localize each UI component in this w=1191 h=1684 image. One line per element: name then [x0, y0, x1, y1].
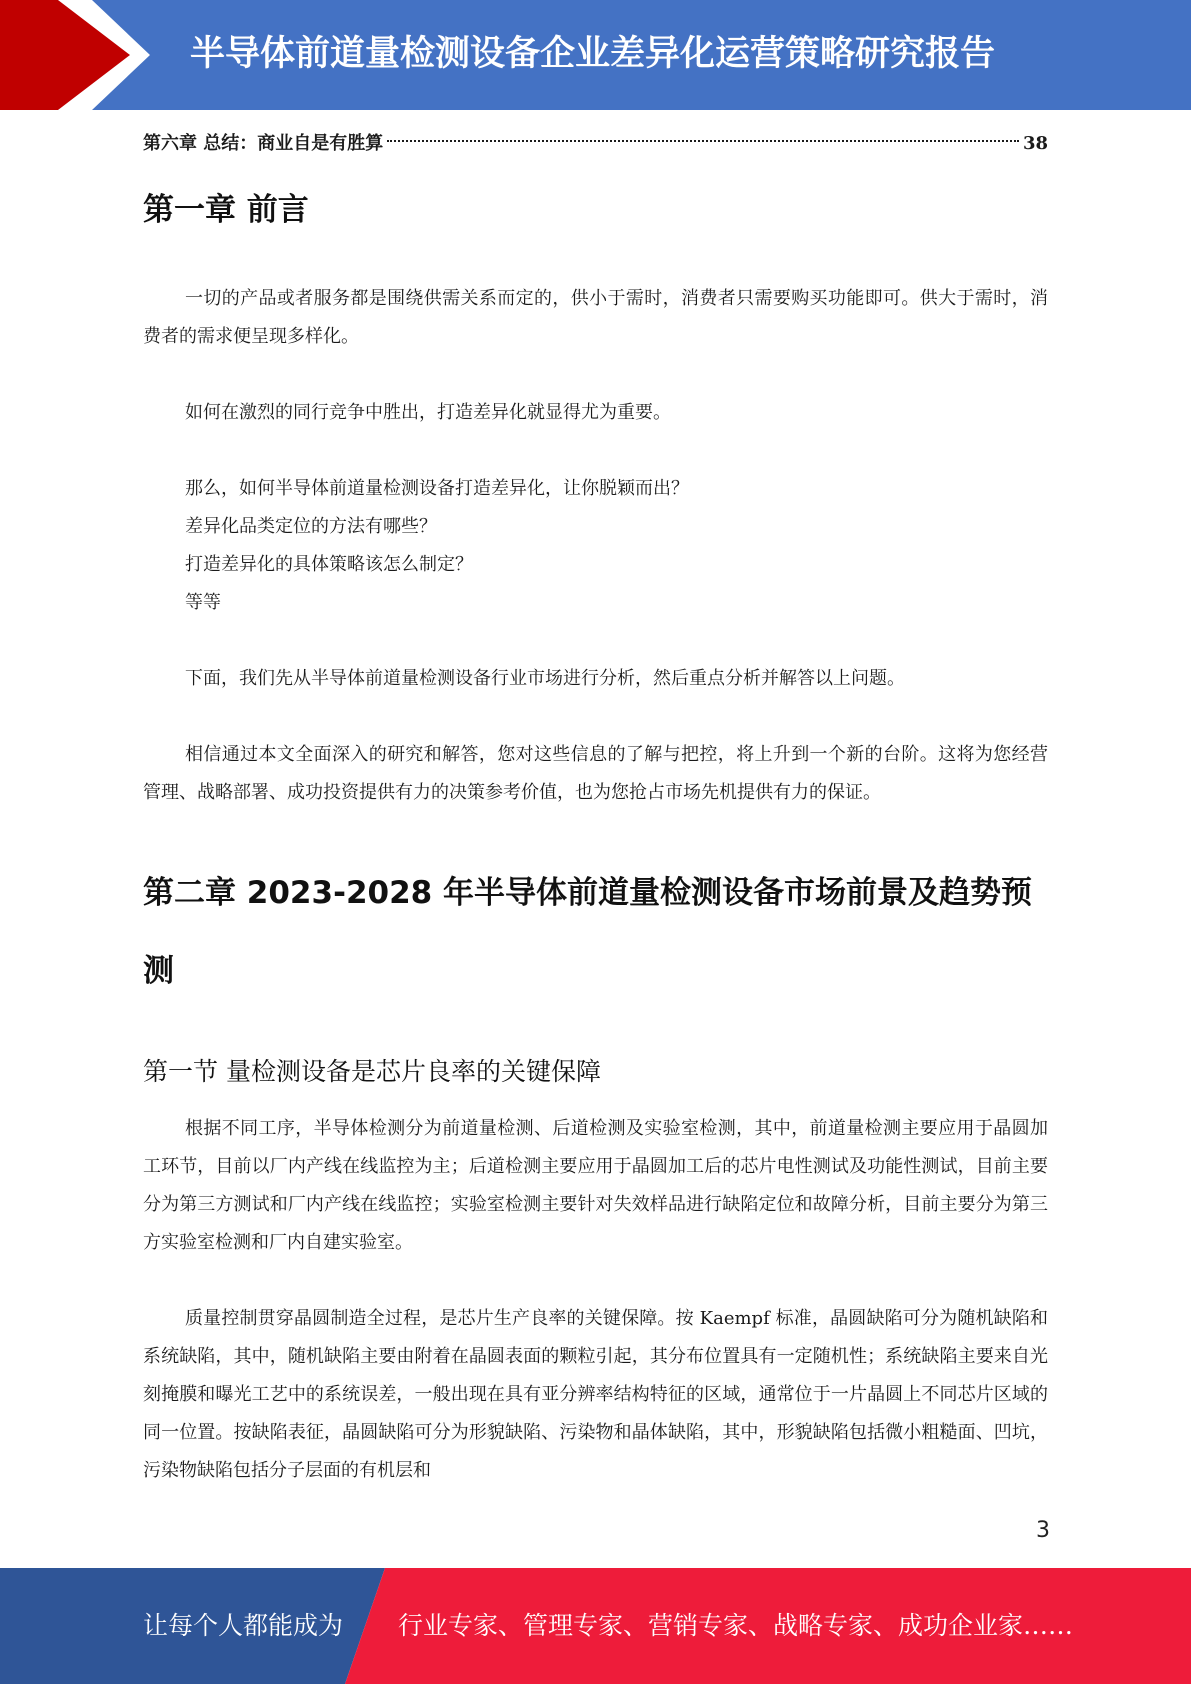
- chapter1-question-3: 打造差异化的具体策略该怎么制定？: [185, 554, 473, 575]
- section1-heading: 第一节 量检测设备是芯片良率的关键保障: [143, 1057, 601, 1086]
- toc-leader-dots: [387, 140, 1019, 142]
- chapter1-paragraph-4: 相信通过本文全面深入的研究和解答，您对这些信息的了解与把控，将上升到一个新的台阶。这将为您经营管理、战略部署、成功投资提供有力的决策参考价值，也为您抢占市场先机提供有力的保证。: [143, 744, 1048, 803]
- section1-paragraph-2: 质量控制贯穿晶圆制造全过程，是芯片生产良率的关键保障。按 Kaempf 标准，晶圆缺陷可分为随机缺陷和系统缺陷，其中，随机缺陷主要由附着在晶圆表面的颗粒引起，其分布位置具有一定随机性；系统缺陷主要来自光刻掩膜和曝光工艺中的系统误差，一般出现在具有亚分辨率结构特征的区域，通常位于一片晶圆上不同芯片区域的同一位置。按缺陷表征，晶圆缺陷可分为形貌缺陷、污染物和晶体缺陷，其中，形貌缺陷包括微小粗糙面、凹坑，污染物缺陷包括分子层面的有机层和: [143, 1308, 1048, 1481]
- chapter1-question-1: 那么，如何半导体前道量检测设备打造差异化，让你脱颖而出？: [185, 478, 689, 499]
- chapter1-question-2: 差异化品类定位的方法有哪些？: [185, 516, 437, 537]
- toc-entry[interactable]: [143, 120, 1048, 168]
- section1-paragraph-1: 根据不同工序，半导体检测分为前道量检测、后道检测及实验室检测，其中，前道量检测主要应用于晶圆加工环节，目前以厂内产线在线监控为主；后道检测主要应用于晶圆加工后的芯片电性测试及功能性测试，目前主要分为第三方测试和厂内产线在线监控；实验室检测主要针对失效样品进行缺陷定位和故障分析，目前主要分为第三方实验室检测和厂内自建实验室。: [143, 1118, 1048, 1253]
- chapter1-paragraph-2: 如何在激烈的同行竞争中胜出，打造差异化就显得尤为重要。: [185, 402, 671, 423]
- report-title: 半导体前道量检测设备企业差异化运营策略研究报告: [190, 34, 996, 74]
- page-number: 3: [1036, 1518, 1050, 1543]
- chapter2-heading: 第二章 2023-2028 年半导体前道量检测设备市场前景及趋势预测: [143, 875, 1033, 989]
- chapter1-paragraph-1: 一切的产品或者服务都是围绕供需关系而定的，供小于需时，消费者只需要购买功能即可。供大于需时，消费者的需求便呈现多样化。: [143, 288, 1048, 347]
- toc-entry-label: 第六章 总结：商业自是有胜算: [143, 133, 384, 154]
- page-content: [143, 120, 1048, 1490]
- chapter1-heading: 第一章 前言: [143, 192, 309, 228]
- page-footer: [0, 1568, 1191, 1684]
- footer-slogan-right: 行业专家、管理专家、营销专家、战略专家、成功企业家……: [398, 1611, 1074, 1640]
- toc-entry-page: 38: [1022, 133, 1048, 154]
- chapter1-paragraph-3: 下面，我们先从半导体前道量检测设备行业市场进行分析，然后重点分析并解答以上问题。: [185, 668, 905, 689]
- page-header: [0, 0, 1191, 110]
- chapter1-question-4: 等等: [185, 592, 221, 613]
- footer-slogan-left: 让每个人都能成为: [143, 1611, 344, 1640]
